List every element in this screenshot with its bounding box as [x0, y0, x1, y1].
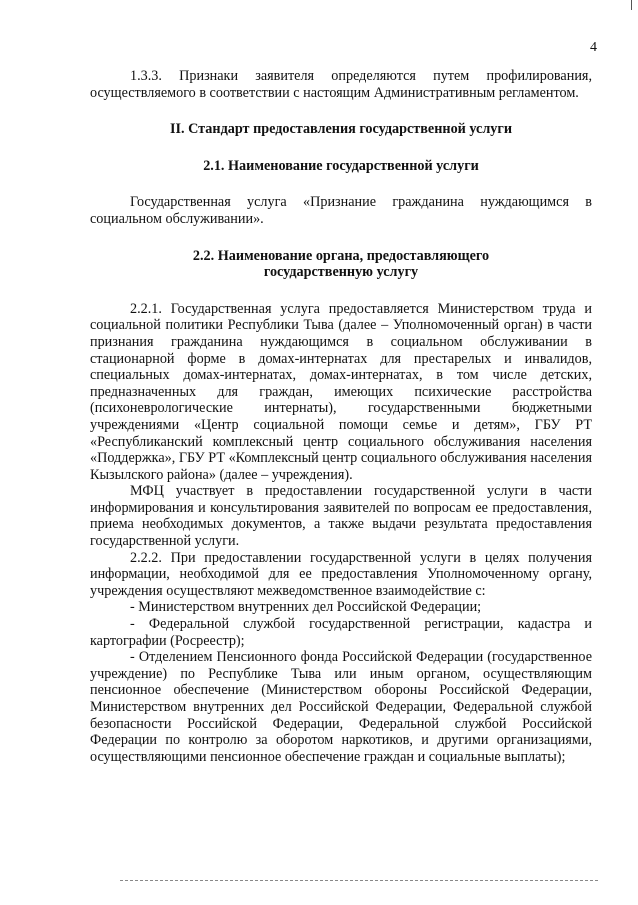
list-item-mvd: - Министерством внутренних дел Российской Федерации;: [130, 599, 482, 616]
paragraph-2-2-1: 2.2.1. Государственная услуга предоставляется Министерством труда и социальной политики Республики Тыва (далее – Уполномоченный орган) в части признания гражданина нуждающимся в социальном обслуживании в стационарной форме в домах-интернатах для престарелых и инвалидов, специальных домах-интернатах, домах-интернатах, в том числе детских, предназначенных для граждан, имеющих психические расстройства (психоневрологические интернаты), государственными бюджетными учреждениями «Центр социальной помощи семье и детям», ГБУ РТ «Республиканский комплексный центр социального обслуживания населения «Поддержка», ГБУ РТ «Комплексный центр социального обслуживания населения Кызылского района» (далее – учреждения).: [90, 300, 592, 483]
document-body: [90, 68, 592, 765]
list-item-rosreestr: - Федеральной службой государственной регистрации, кадастра и картографии (Росреестр);: [90, 616, 592, 649]
footer-line: [120, 880, 598, 881]
paragraph-1-3-3: 1.3.3. Признаки заявителя определяются путем профилирования, осуществляемого в соответствии с настоящим Административным регламентом.: [90, 68, 592, 101]
subsection-2-2-heading: 2.2. Наименование органа, предоставляющего государственную услугу: [192, 247, 490, 281]
subsection-2-1-heading: 2.1. Наименование государственной услуги: [203, 157, 479, 174]
paragraph-mfc: МФЦ участвует в предоставлении государственной услуги в части информирования и консультирования заявителей по вопросам ее предоставления, приема необходимых документов, а также выдачи результата предоставления государственной услуги.: [90, 483, 592, 550]
page-number: 4: [590, 40, 597, 55]
page-edge-mark: [631, 0, 632, 10]
paragraph-2-1: Государственная услуга «Признание гражданина нуждающимся в социальном обслуживании».: [90, 194, 592, 227]
list-item-pension-fund: - Отделением Пенсионного фонда Российской Федерации (государственное учреждение) по Республике Тыва или иным органом, осуществляющим пенсионное обеспечение (Министерством обороны Российской Федерации, Министерством внутренних дел Российской Федерации, Федеральной службой безопасности Российской Федерации, Федеральной службой Российской Федерации по контролю за оборотом наркотиков, и другими организациями, осуществляющими пенсионное обеспечение граждан и социальные выплаты);: [90, 649, 592, 765]
section-2-heading: II. Стандарт предоставления государственной услуги: [169, 121, 513, 138]
paragraph-2-2-2: 2.2.2. При предоставлении государственной услуги в целях получения информации, необходимой для ее предоставления Уполномоченному органу, учреждения осуществляют межведомственное взаимодействие с:: [90, 549, 592, 599]
